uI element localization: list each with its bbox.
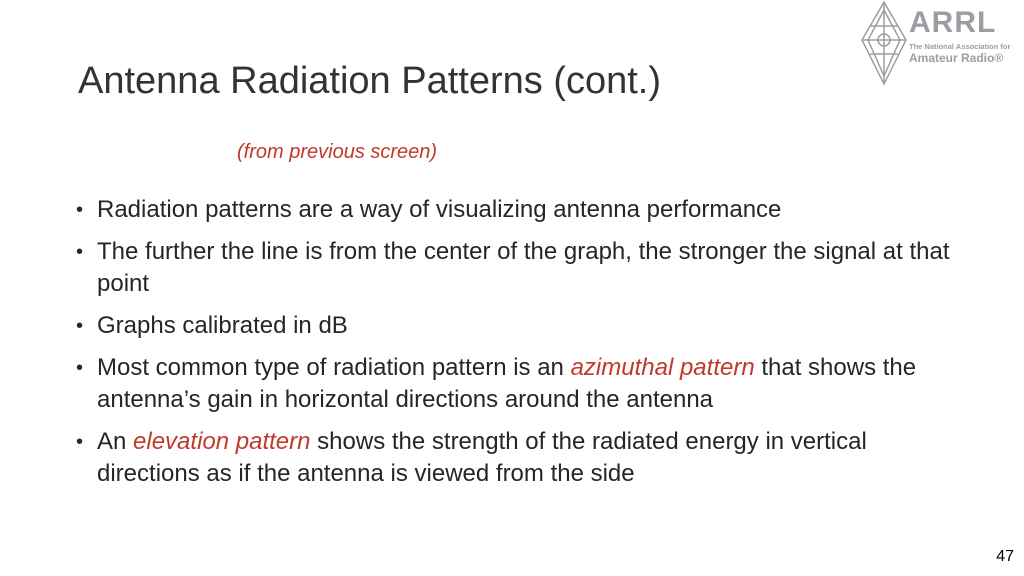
logo-wordmark: ARRL — [909, 6, 997, 39]
bullet-text-pre: Most common type of radiation pattern is an — [97, 354, 571, 381]
bullet-item — [74, 426, 974, 490]
logo-tagline-2: Amateur Radio® — [909, 51, 1004, 65]
azimuthal-pattern-term: azimuthal pattern — [570, 354, 755, 381]
slide-subtitle: (from previous screen) — [237, 141, 438, 163]
bullet-item — [74, 194, 974, 226]
bullet-item — [74, 236, 974, 300]
bullet-text: Radiation patterns are a way of visualizing antenna performance — [97, 196, 782, 223]
bullet-icon: • — [76, 357, 84, 379]
bullet-icon: • — [76, 315, 84, 337]
bullet-text: Graphs calibrated in dB — [97, 312, 348, 339]
bullet-item — [74, 352, 974, 416]
bullet-item — [74, 310, 974, 342]
bullet-text: The further the line is from the center of the graph, the stronger the signal at that point — [97, 238, 950, 297]
bullet-icon: • — [76, 431, 84, 453]
page-number: 47 — [996, 548, 1014, 565]
bullet-icon: • — [76, 199, 84, 221]
bullet-icon: • — [76, 241, 84, 263]
slide-title: Antenna Radiation Patterns (cont.) — [78, 60, 662, 102]
bullet-text-post: that shows the antenna’s gain in horizontal directions around the antenna — [97, 354, 917, 413]
bullet-text-post: shows the strength of the radiated energy in vertical directions as if the antenna is viewed from the side — [97, 428, 867, 487]
diamond-emblem-icon — [862, 2, 906, 84]
elevation-pattern-term: elevation pattern — [133, 428, 311, 455]
bullet-list — [74, 194, 974, 500]
logo-tagline: The National Association for — [909, 42, 1011, 51]
bullet-text-pre: An — [97, 428, 134, 455]
